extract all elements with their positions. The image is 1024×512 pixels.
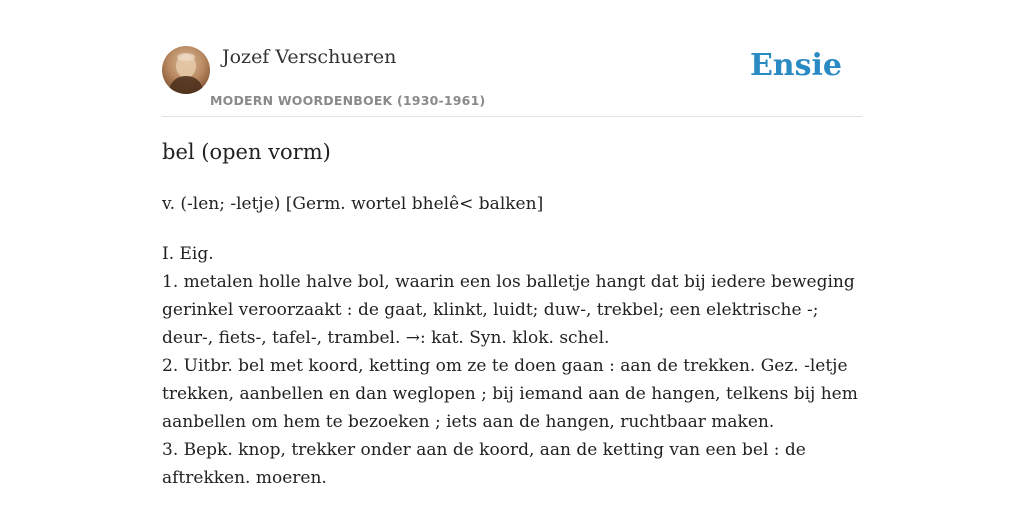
- entry-term: bel (open vorm): [162, 140, 331, 164]
- definition-line: deur-, fiets-, tafel-, trambel. →: kat. Syn. klok. schel.: [162, 328, 610, 348]
- definition-line: 3. Bepk. knop, trekker onder aan de koord, aan de ketting van een bel : de: [162, 440, 806, 460]
- definition-line: trekken, aanbellen en dan weglopen ; bij iemand aan de hangen, telkens bij hem: [162, 384, 858, 404]
- ensie-logo[interactable]: Ensie: [749, 48, 842, 83]
- entry-definition: [162, 240, 862, 492]
- definition-line: gerinkel veroorzaakt : de gaat, klinkt, luidt; duw-, trekbel; een elektrische -;: [162, 300, 819, 320]
- definition-line: 2. Uitbr. bel met koord, ketting om ze te doen gaan : aan de trekken. Gez. -letje: [162, 356, 848, 376]
- entry-grammar: v. (-len; -letje) [Germ. wortel bhelê< balken]: [162, 194, 544, 214]
- author-name[interactable]: Jozef Verschueren: [222, 46, 397, 68]
- definition-line: 1. metalen holle halve bol, waarin een los balletje hangt dat bij iedere beweging: [162, 272, 855, 292]
- definition-line: aftrekken. moeren.: [162, 468, 327, 488]
- definition-line: aanbellen om hem te bezoeken ; iets aan de hangen, ruchtbaar maken.: [162, 412, 775, 432]
- dictionary-name[interactable]: MODERN WOORDENBOEK (1930-1961): [210, 93, 486, 108]
- author-avatar[interactable]: [162, 46, 210, 94]
- author-portrait-icon: [162, 46, 210, 94]
- header: [162, 44, 862, 117]
- definition-line: I. Eig.: [162, 244, 214, 264]
